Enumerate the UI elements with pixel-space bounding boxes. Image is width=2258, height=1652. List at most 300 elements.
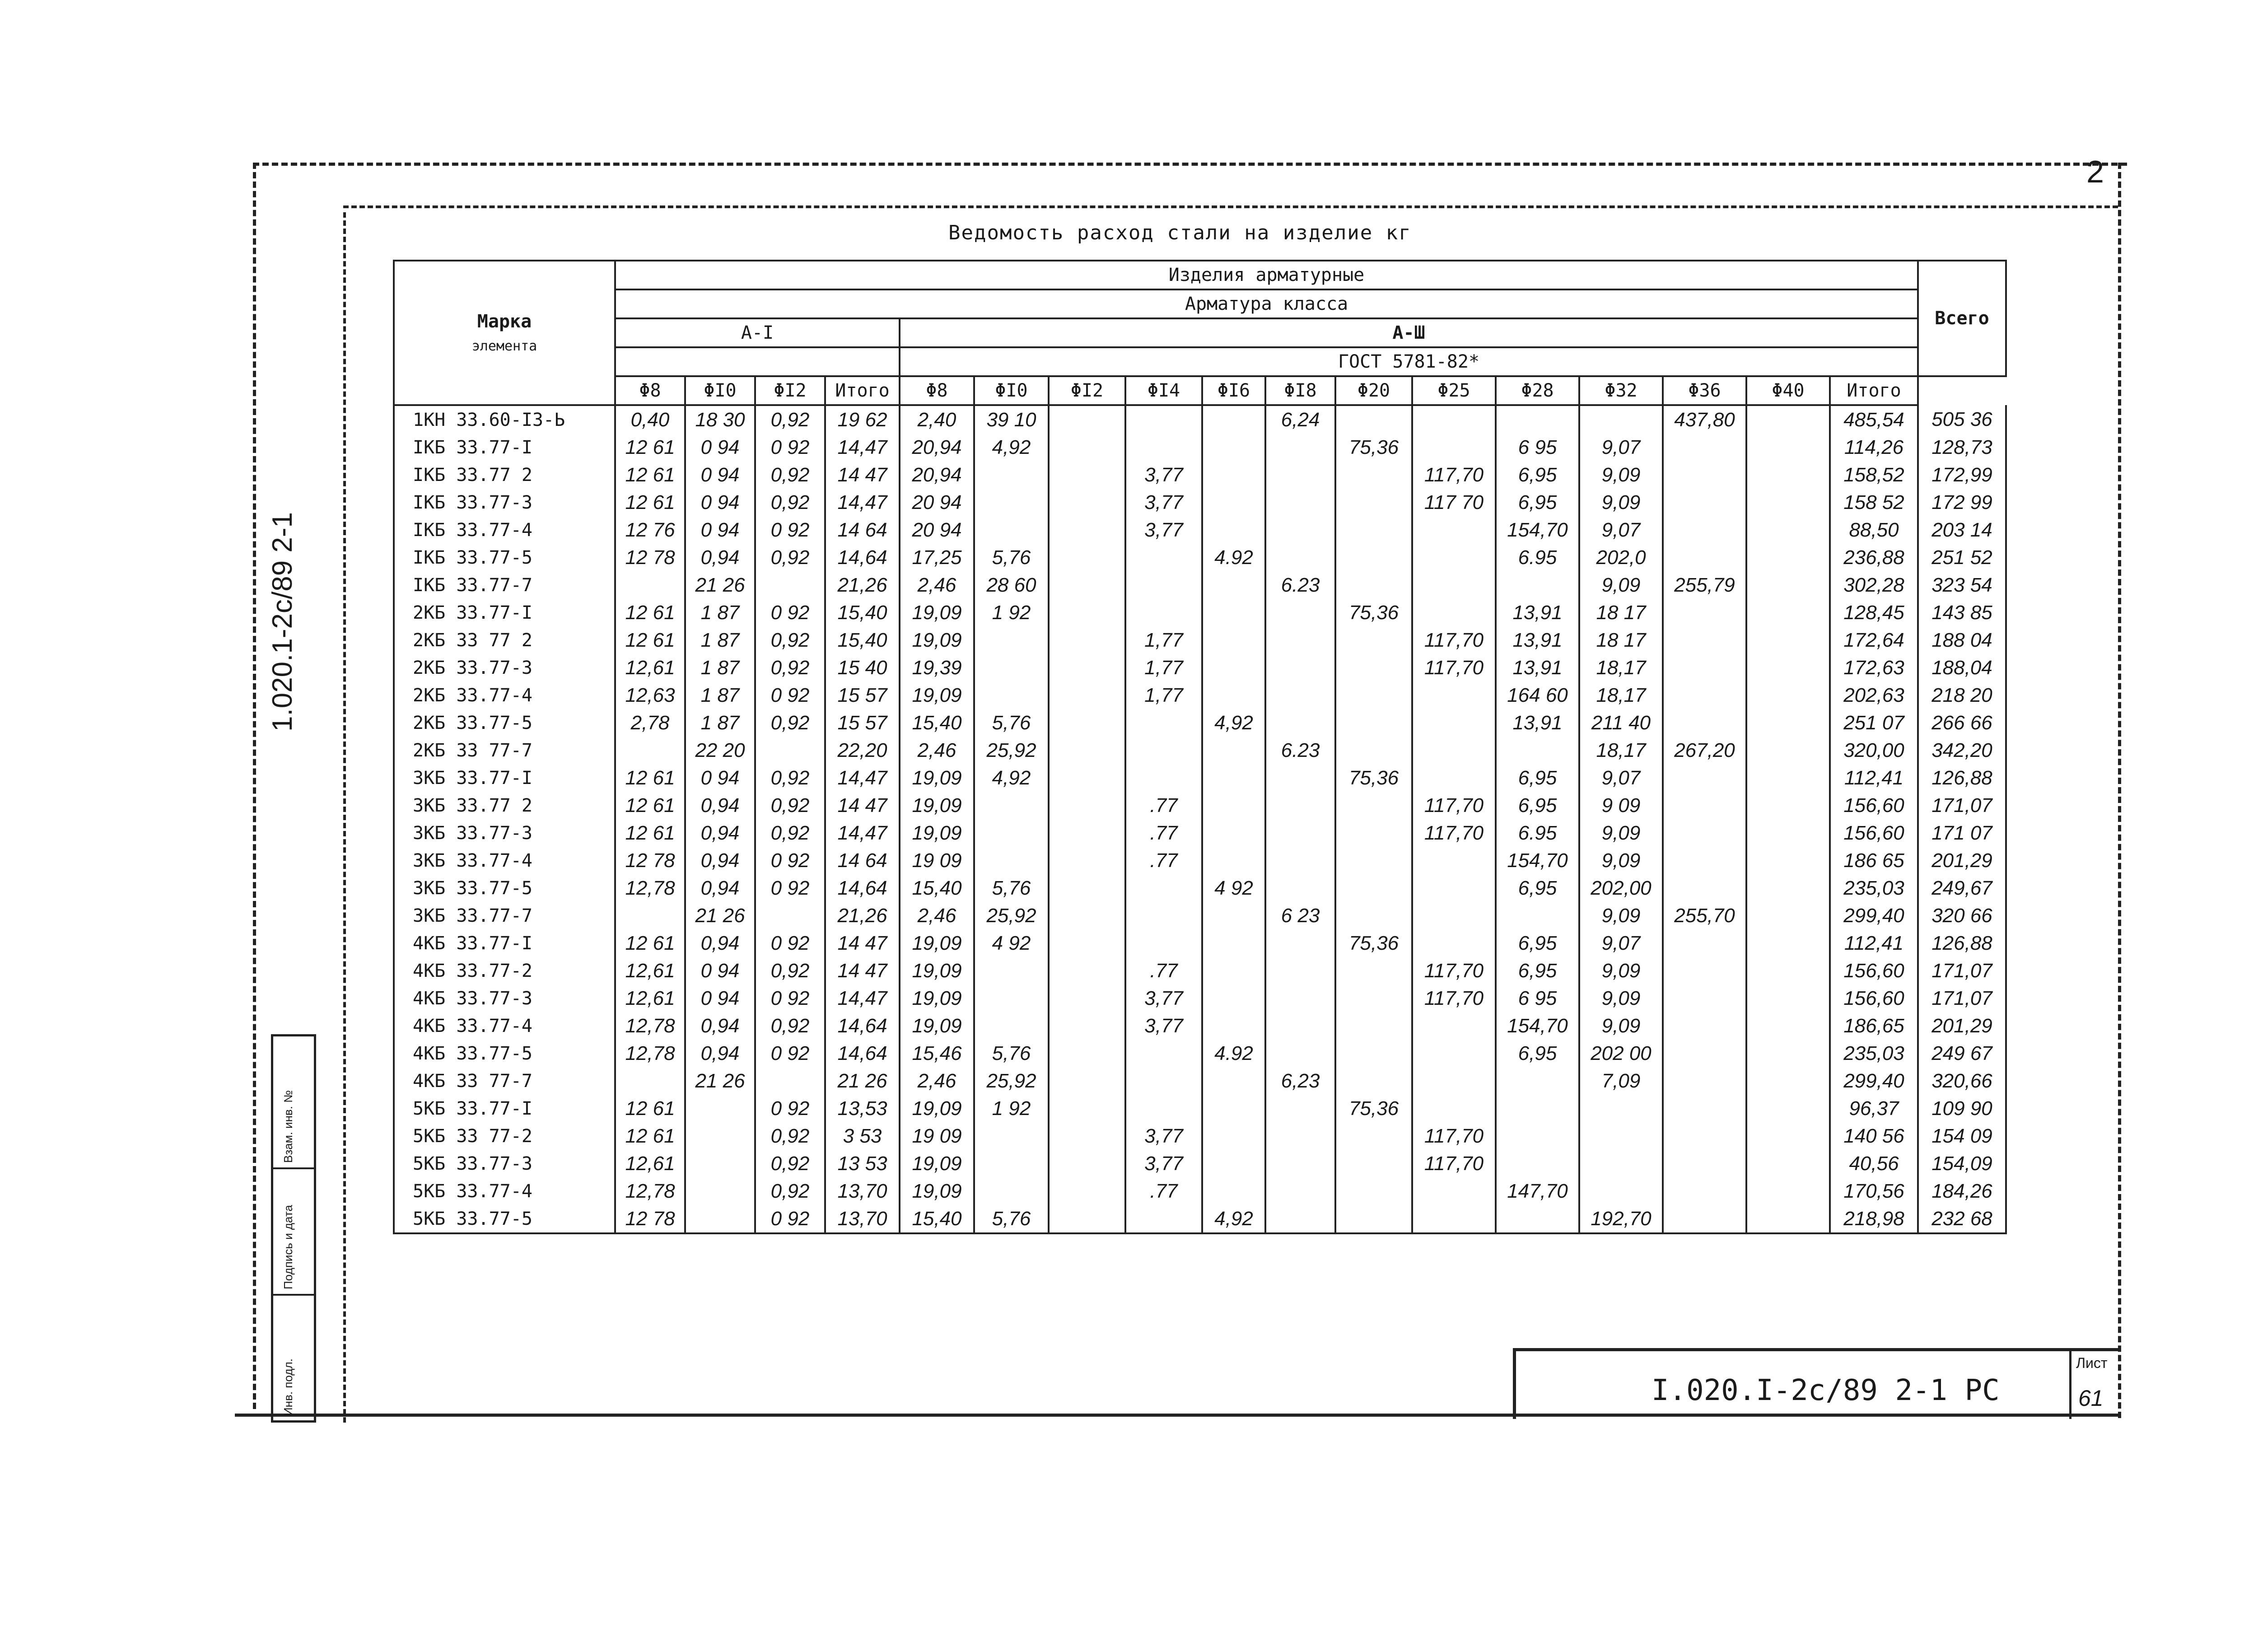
table-cell: 126,88 bbox=[1918, 929, 2006, 957]
table-cell bbox=[974, 489, 1049, 516]
table-row bbox=[394, 874, 2006, 902]
table-cell bbox=[1746, 709, 1830, 737]
table-cell: 19,09 bbox=[900, 957, 974, 985]
table-cell: 22 20 bbox=[685, 737, 755, 764]
table-cell bbox=[615, 571, 685, 599]
table-cell: 9,09 bbox=[1579, 902, 1663, 929]
table-cell: 14,47 bbox=[825, 764, 900, 792]
table-cell: 0,94 bbox=[685, 792, 755, 819]
table-cell: 25,92 bbox=[974, 1067, 1049, 1095]
table-cell: 9,09 bbox=[1579, 985, 1663, 1012]
table-cell: 19,09 bbox=[900, 1177, 974, 1205]
table-cell bbox=[1265, 847, 1335, 874]
table-cell: 154,70 bbox=[1496, 516, 1579, 544]
table-cell: 154,09 bbox=[1918, 1150, 2006, 1177]
table-cell bbox=[974, 1012, 1049, 1040]
table-cell: 6,23 bbox=[1265, 1067, 1335, 1095]
table-cell: 188,04 bbox=[1918, 654, 2006, 681]
table-cell: 0,92 bbox=[755, 654, 825, 681]
table-cell: 342,20 bbox=[1918, 737, 2006, 764]
table-cell: 117,70 bbox=[1412, 985, 1496, 1012]
table-cell bbox=[1335, 654, 1412, 681]
table-cell bbox=[615, 737, 685, 764]
table-cell: 112,41 bbox=[1830, 764, 1918, 792]
table-cell bbox=[1663, 985, 1746, 1012]
table-cell bbox=[1265, 1012, 1335, 1040]
table-cell bbox=[1335, 1150, 1412, 1177]
table-cell bbox=[755, 902, 825, 929]
table-cell: 202 00 bbox=[1579, 1040, 1663, 1067]
table-cell: 9 09 bbox=[1579, 792, 1663, 819]
element-mark: IКБ 33.77-3 bbox=[394, 489, 615, 516]
table-cell: 0 92 bbox=[755, 1040, 825, 1067]
element-mark: 2КБ 33.77-5 bbox=[394, 709, 615, 737]
table-cell bbox=[974, 792, 1049, 819]
table-cell bbox=[1412, 847, 1496, 874]
table-cell: 266 66 bbox=[1918, 709, 2006, 737]
table-cell: 4,92 bbox=[974, 764, 1049, 792]
element-mark: 4КБ 33 77-7 bbox=[394, 1067, 615, 1095]
table-cell bbox=[1335, 681, 1412, 709]
element-mark: 4КБ 33.77-I bbox=[394, 929, 615, 957]
table-cell: 156,60 bbox=[1830, 957, 1918, 985]
table-cell bbox=[974, 985, 1049, 1012]
table-cell bbox=[1049, 929, 1125, 957]
table-cell: 0 92 bbox=[755, 874, 825, 902]
table-cell: 0 92 bbox=[755, 516, 825, 544]
table-cell bbox=[1746, 1150, 1830, 1177]
table-cell: 156,60 bbox=[1830, 792, 1918, 819]
inner-frame-top bbox=[343, 205, 2118, 208]
gost-header: ГОСТ 5781-82* bbox=[900, 347, 1918, 376]
table-cell: 0,92 bbox=[755, 1012, 825, 1040]
sheet-number: 61 bbox=[2078, 1386, 2104, 1411]
table-row bbox=[394, 1012, 2006, 1040]
title-block bbox=[1513, 1348, 2121, 1419]
table-cell bbox=[1663, 654, 1746, 681]
table-cell bbox=[1335, 1205, 1412, 1233]
table-row bbox=[394, 1095, 2006, 1122]
table-row bbox=[394, 792, 2006, 819]
table-cell: 12 61 bbox=[615, 489, 685, 516]
table-cell: 15,46 bbox=[900, 1040, 974, 1067]
table-cell: 128,45 bbox=[1830, 599, 1918, 626]
table-cell bbox=[1265, 819, 1335, 847]
table-cell bbox=[1202, 902, 1265, 929]
table-cell: 302,28 bbox=[1830, 571, 1918, 599]
table-cell: 21 26 bbox=[685, 1067, 755, 1095]
table-cell: 1 87 bbox=[685, 599, 755, 626]
table-cell: 3,77 bbox=[1125, 1012, 1202, 1040]
table-cell bbox=[1049, 571, 1125, 599]
table-cell: 249,67 bbox=[1918, 874, 2006, 902]
table-cell: 0 92 bbox=[755, 1205, 825, 1233]
table-cell bbox=[1202, 405, 1265, 434]
table-cell bbox=[1265, 1150, 1335, 1177]
table-cell bbox=[1049, 681, 1125, 709]
table-cell bbox=[1496, 1150, 1579, 1177]
table-cell bbox=[974, 1150, 1049, 1177]
table-cell: 112,41 bbox=[1830, 929, 1918, 957]
table-cell bbox=[1663, 957, 1746, 985]
table-cell: .77 bbox=[1125, 1177, 1202, 1205]
table-cell: 154,70 bbox=[1496, 847, 1579, 874]
table-cell bbox=[1746, 599, 1830, 626]
table-cell bbox=[1663, 819, 1746, 847]
table-cell bbox=[1335, 405, 1412, 434]
table-cell: 4,92 bbox=[1202, 1205, 1265, 1233]
table-cell: 6,95 bbox=[1496, 764, 1579, 792]
table-cell bbox=[1335, 737, 1412, 764]
table-cell: 12 61 bbox=[615, 764, 685, 792]
table-cell bbox=[1265, 1122, 1335, 1150]
table-cell bbox=[1746, 1177, 1830, 1205]
table-cell: 0,94 bbox=[685, 847, 755, 874]
table-cell: 320,00 bbox=[1830, 737, 1918, 764]
table-cell bbox=[1202, 1012, 1265, 1040]
table-cell bbox=[1049, 434, 1125, 461]
table-cell bbox=[1496, 902, 1579, 929]
table-cell bbox=[1335, 985, 1412, 1012]
table-cell: 17,25 bbox=[900, 544, 974, 571]
table-cell: 7,09 bbox=[1579, 1067, 1663, 1095]
table-cell: 201,29 bbox=[1918, 847, 2006, 874]
table-cell bbox=[1746, 544, 1830, 571]
table-cell: 0 92 bbox=[755, 1095, 825, 1122]
table-cell bbox=[685, 1095, 755, 1122]
table-cell: 20 94 bbox=[900, 489, 974, 516]
table-cell bbox=[1746, 902, 1830, 929]
table-cell bbox=[1412, 571, 1496, 599]
table-cell bbox=[1265, 764, 1335, 792]
table-cell: 6,24 bbox=[1265, 405, 1335, 434]
table-cell: 320 66 bbox=[1918, 902, 2006, 929]
table-row bbox=[394, 681, 2006, 709]
diameter-a1-header: Итого bbox=[825, 376, 900, 405]
table-cell: 14,47 bbox=[825, 489, 900, 516]
table-cell bbox=[1049, 1012, 1125, 1040]
table-cell bbox=[1265, 599, 1335, 626]
table-cell bbox=[1496, 1095, 1579, 1122]
table-row bbox=[394, 544, 2006, 571]
table-cell: 6 23 bbox=[1265, 902, 1335, 929]
table-cell: 251 52 bbox=[1918, 544, 2006, 571]
table-cell: 6 95 bbox=[1496, 434, 1579, 461]
table-cell: 0 94 bbox=[685, 434, 755, 461]
table-cell: 13,91 bbox=[1496, 599, 1579, 626]
table-row bbox=[394, 819, 2006, 847]
table-cell bbox=[1579, 1177, 1663, 1205]
table-cell: 9,09 bbox=[1579, 819, 1663, 847]
table-cell bbox=[1265, 434, 1335, 461]
table-cell bbox=[1663, 544, 1746, 571]
table-cell: 28 60 bbox=[974, 571, 1049, 599]
table-cell: 0,92 bbox=[755, 461, 825, 489]
table-cell bbox=[1412, 1177, 1496, 1205]
table-cell bbox=[755, 737, 825, 764]
table-row bbox=[394, 709, 2006, 737]
table-cell bbox=[1265, 654, 1335, 681]
table-cell: 9,09 bbox=[1579, 489, 1663, 516]
table-cell bbox=[1125, 1095, 1202, 1122]
table-cell: 13 53 bbox=[825, 1150, 900, 1177]
table-cell bbox=[1202, 1177, 1265, 1205]
table-cell: 6,95 bbox=[1496, 1040, 1579, 1067]
table-cell bbox=[1265, 681, 1335, 709]
table-cell bbox=[1265, 1205, 1335, 1233]
table-cell bbox=[1265, 489, 1335, 516]
table-cell bbox=[1335, 544, 1412, 571]
outer-frame-left bbox=[253, 163, 256, 1409]
table-cell: 21 26 bbox=[685, 902, 755, 929]
table-cell: .77 bbox=[1125, 847, 1202, 874]
table-cell: 13,91 bbox=[1496, 709, 1579, 737]
table-cell: 0 94 bbox=[685, 461, 755, 489]
table-cell: 12 61 bbox=[615, 599, 685, 626]
table-cell: 14 64 bbox=[825, 516, 900, 544]
table-cell: 235,03 bbox=[1830, 874, 1918, 902]
table-cell: 14 47 bbox=[825, 929, 900, 957]
table-cell: 14,64 bbox=[825, 1012, 900, 1040]
table-cell: 13,91 bbox=[1496, 654, 1579, 681]
table-cell bbox=[1746, 985, 1830, 1012]
table-cell bbox=[1265, 709, 1335, 737]
table-cell bbox=[1663, 1122, 1746, 1150]
table-cell bbox=[1579, 1095, 1663, 1122]
mark-sub-label: элемента bbox=[471, 338, 537, 354]
table-cell: 12 61 bbox=[615, 461, 685, 489]
table-cell bbox=[1049, 1040, 1125, 1067]
table-cell bbox=[1335, 571, 1412, 599]
table-cell: 21,26 bbox=[825, 571, 900, 599]
diameter-a3-header: Φ32 bbox=[1579, 376, 1663, 405]
table-cell bbox=[1202, 461, 1265, 489]
table-cell bbox=[1202, 985, 1265, 1012]
table-cell: 22,20 bbox=[825, 737, 900, 764]
table-cell bbox=[1125, 902, 1202, 929]
table-cell bbox=[1049, 792, 1125, 819]
table-cell bbox=[1579, 1122, 1663, 1150]
table-cell bbox=[1412, 874, 1496, 902]
element-mark: 4КБ 33.77-2 bbox=[394, 957, 615, 985]
table-cell: 2,78 bbox=[615, 709, 685, 737]
table-cell bbox=[1125, 929, 1202, 957]
element-mark: 3КБ 33.77-4 bbox=[394, 847, 615, 874]
table-cell: 3,77 bbox=[1125, 489, 1202, 516]
table-cell: 4,92 bbox=[1202, 709, 1265, 737]
diameter-a3-header: Φ8 bbox=[900, 376, 974, 405]
table-cell bbox=[1125, 737, 1202, 764]
table-cell: 19,09 bbox=[900, 626, 974, 654]
table-cell: 0,92 bbox=[755, 544, 825, 571]
table-row bbox=[394, 847, 2006, 874]
table-cell: 75,36 bbox=[1335, 1095, 1412, 1122]
table-cell bbox=[755, 571, 825, 599]
table-cell bbox=[1746, 489, 1830, 516]
table-cell: 323 54 bbox=[1918, 571, 2006, 599]
table-cell bbox=[1265, 1177, 1335, 1205]
table-cell: 6.95 bbox=[1496, 544, 1579, 571]
class-a3-header: А-Ш bbox=[900, 318, 1918, 347]
table-cell: 164 60 bbox=[1496, 681, 1579, 709]
table-row bbox=[394, 489, 2006, 516]
table-cell: 75,36 bbox=[1335, 434, 1412, 461]
table-cell bbox=[1746, 874, 1830, 902]
table-cell: 320,66 bbox=[1918, 1067, 2006, 1095]
table-cell: 21,26 bbox=[825, 902, 900, 929]
table-cell: .77 bbox=[1125, 792, 1202, 819]
table-cell bbox=[1265, 792, 1335, 819]
table-cell bbox=[1746, 461, 1830, 489]
diameter-a3-header: Φ40 bbox=[1746, 376, 1830, 405]
table-cell bbox=[974, 681, 1049, 709]
table-cell bbox=[974, 654, 1049, 681]
table-cell bbox=[1049, 709, 1125, 737]
table-cell bbox=[615, 902, 685, 929]
table-cell bbox=[755, 1067, 825, 1095]
side-code-text: 1.020.1-2с/89 2-1 bbox=[267, 512, 298, 732]
diameter-a3-header: Φ25 bbox=[1412, 376, 1496, 405]
table-cell bbox=[1049, 1067, 1125, 1095]
table-cell: 18,17 bbox=[1579, 654, 1663, 681]
table-cell: 1,77 bbox=[1125, 654, 1202, 681]
diameter-a3-header: ΦI2 bbox=[1049, 376, 1125, 405]
table-cell bbox=[1746, 1205, 1830, 1233]
table-cell: 15,40 bbox=[825, 626, 900, 654]
table-cell: 117,70 bbox=[1412, 654, 1496, 681]
table-cell bbox=[1412, 544, 1496, 571]
table-cell: 18,17 bbox=[1579, 737, 1663, 764]
table-cell bbox=[1202, 489, 1265, 516]
stamp-divider bbox=[273, 1294, 314, 1296]
table-cell: 12 78 bbox=[615, 847, 685, 874]
table-cell: 0,92 bbox=[755, 489, 825, 516]
table-cell: 75,36 bbox=[1335, 764, 1412, 792]
element-mark: 3КБ 33.77-I bbox=[394, 764, 615, 792]
table-cell bbox=[974, 1177, 1049, 1205]
stamp-label: Инв. подл. bbox=[281, 1358, 295, 1416]
approval-stamp bbox=[271, 1034, 316, 1423]
table-cell bbox=[1663, 709, 1746, 737]
table-cell bbox=[1663, 764, 1746, 792]
table-cell bbox=[1663, 1205, 1746, 1233]
table-cell bbox=[1412, 405, 1496, 434]
table-cell bbox=[1335, 626, 1412, 654]
table-cell: 9,07 bbox=[1579, 929, 1663, 957]
table-cell: 235,03 bbox=[1830, 1040, 1918, 1067]
table-cell bbox=[685, 1122, 755, 1150]
table-cell: 6,95 bbox=[1496, 929, 1579, 957]
table-cell: 4 92 bbox=[974, 929, 1049, 957]
table-cell: 3,77 bbox=[1125, 516, 1202, 544]
table-cell: 0,94 bbox=[685, 1012, 755, 1040]
table-cell: 20,94 bbox=[900, 434, 974, 461]
table-cell: 12,78 bbox=[615, 874, 685, 902]
table-cell: 156,60 bbox=[1830, 819, 1918, 847]
table-cell: 14,47 bbox=[825, 985, 900, 1012]
table-cell: 5,76 bbox=[974, 544, 1049, 571]
table-cell: 0 92 bbox=[755, 847, 825, 874]
table-cell: 0,94 bbox=[685, 1040, 755, 1067]
table-cell: 1 87 bbox=[685, 709, 755, 737]
class-a1-header: А-I bbox=[615, 318, 900, 347]
table-cell: 12,61 bbox=[615, 985, 685, 1012]
table-cell: 6.95 bbox=[1496, 819, 1579, 847]
table-cell: 2,46 bbox=[900, 902, 974, 929]
table-cell: 0,92 bbox=[755, 957, 825, 985]
table-cell: 14 47 bbox=[825, 461, 900, 489]
table-cell: 6 95 bbox=[1496, 985, 1579, 1012]
table-row bbox=[394, 434, 2006, 461]
table-cell: 19,09 bbox=[900, 929, 974, 957]
table-cell: 19,09 bbox=[900, 1095, 974, 1122]
table-cell bbox=[974, 626, 1049, 654]
table-cell: 15 40 bbox=[825, 654, 900, 681]
table-cell: 140 56 bbox=[1830, 1122, 1918, 1150]
table-row bbox=[394, 957, 2006, 985]
element-mark: 3КБ 33.77-3 bbox=[394, 819, 615, 847]
table-cell bbox=[1202, 819, 1265, 847]
table-cell: 1 92 bbox=[974, 1095, 1049, 1122]
table-cell: 117,70 bbox=[1412, 1150, 1496, 1177]
mark-header bbox=[394, 261, 615, 405]
table-cell: 0,92 bbox=[755, 626, 825, 654]
table-cell: 299,40 bbox=[1830, 1067, 1918, 1095]
table-cell: 12 78 bbox=[615, 544, 685, 571]
table-cell: 211 40 bbox=[1579, 709, 1663, 737]
table-cell: 18 17 bbox=[1579, 599, 1663, 626]
table-cell: 299,40 bbox=[1830, 902, 1918, 929]
table-row bbox=[394, 902, 2006, 929]
table-cell bbox=[1746, 737, 1830, 764]
table-cell: 4.92 bbox=[1202, 1040, 1265, 1067]
table-cell bbox=[1265, 874, 1335, 902]
table-cell: 0,92 bbox=[755, 764, 825, 792]
table-cell: 172,63 bbox=[1830, 654, 1918, 681]
table-cell: 14,64 bbox=[825, 874, 900, 902]
element-mark: 2КБ 33 77 2 bbox=[394, 626, 615, 654]
table-cell: 20,94 bbox=[900, 461, 974, 489]
table-cell: 6.23 bbox=[1265, 571, 1335, 599]
table-cell bbox=[1049, 489, 1125, 516]
table-cell bbox=[1335, 489, 1412, 516]
table-row bbox=[394, 405, 2006, 434]
table-cell bbox=[1335, 1067, 1412, 1095]
table-cell: 14,64 bbox=[825, 544, 900, 571]
table-cell: 19,09 bbox=[900, 599, 974, 626]
table-cell: 172,99 bbox=[1918, 461, 2006, 489]
table-cell: 0,94 bbox=[685, 874, 755, 902]
table-cell: 12,78 bbox=[615, 1177, 685, 1205]
table-cell: 12 61 bbox=[615, 1095, 685, 1122]
table-cell: 236,88 bbox=[1830, 544, 1918, 571]
table-cell bbox=[974, 847, 1049, 874]
table-cell bbox=[1335, 792, 1412, 819]
table-cell bbox=[1663, 1067, 1746, 1095]
element-mark: 4КБ 33.77-4 bbox=[394, 1012, 615, 1040]
table-cell bbox=[1049, 516, 1125, 544]
table-cell bbox=[974, 819, 1049, 847]
table-cell: 19,09 bbox=[900, 792, 974, 819]
table-cell: 21 26 bbox=[825, 1067, 900, 1095]
table-cell: 0 94 bbox=[685, 985, 755, 1012]
table-cell: .77 bbox=[1125, 819, 1202, 847]
table-cell: 40,56 bbox=[1830, 1150, 1918, 1177]
table-cell bbox=[1049, 819, 1125, 847]
table-cell bbox=[1412, 709, 1496, 737]
table-cell: 14,47 bbox=[825, 819, 900, 847]
table-cell: 3 53 bbox=[825, 1122, 900, 1150]
